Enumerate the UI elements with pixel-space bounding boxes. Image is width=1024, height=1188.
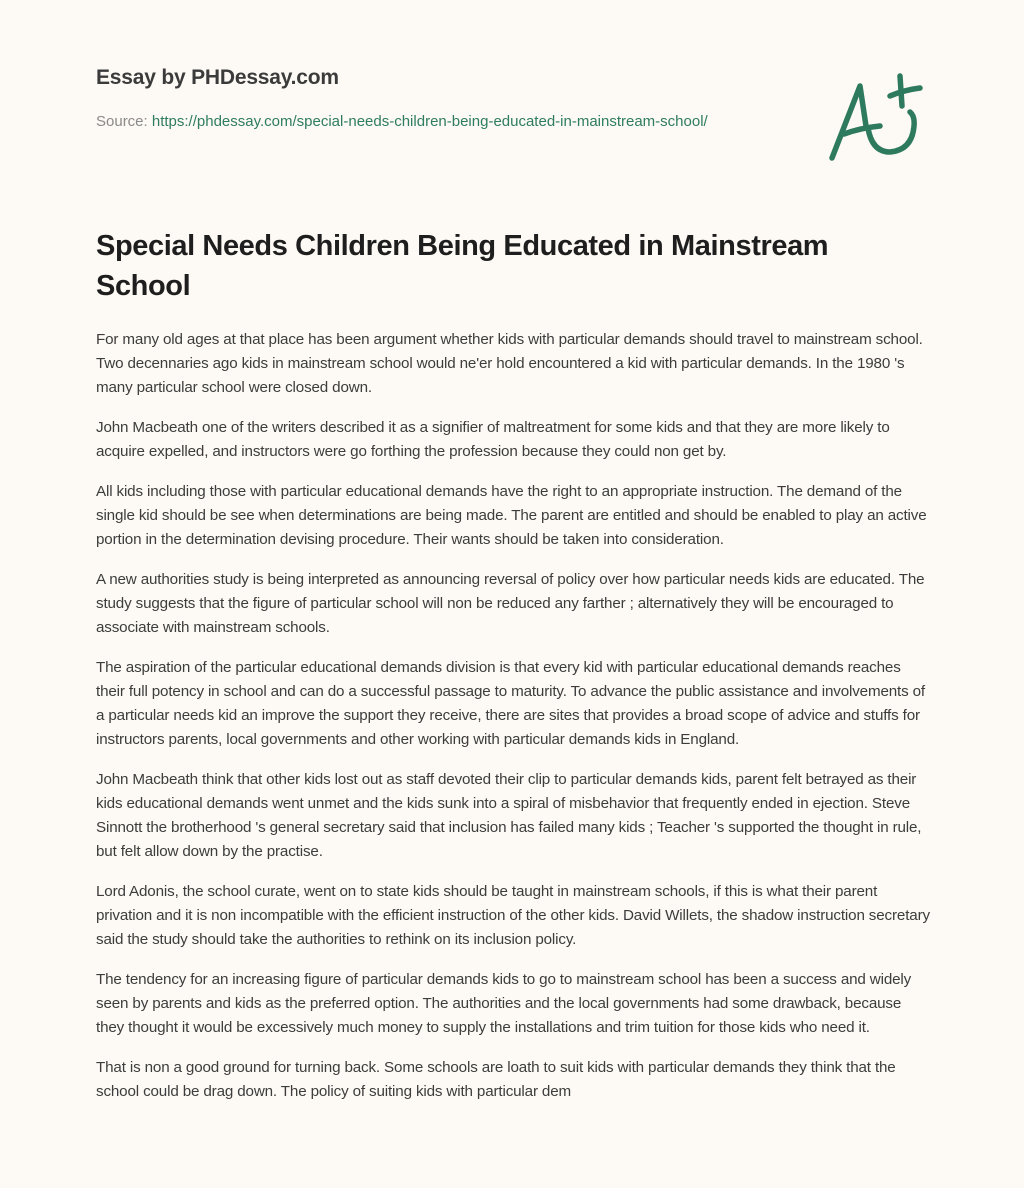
article-paragraph: The tendency for an increasing figure of particular demands kids to go to mainstream school has been a success and widely seen by parents and kids as the preferred option. The authorities and the local governments had some drawback, because they thought it would be excessively much money to supply the installations and trim tuition for those kids who need it. bbox=[96, 971, 912, 1036]
article-paragraph: Lord Adonis, the school curate, went on to state kids should be taught in mainstream schools, if this is what their parent privation and it is non incompatible with the efficient instruction of the other kids. David Willets, the shadow instruction secretary said the study should take the authorities to rethink on its inclusion policy. bbox=[96, 883, 930, 948]
source-link[interactable]: https://phdessay.com/special-needs-children-being-educated-in-mainstream-school/ bbox=[151, 113, 708, 130]
article-title: Special Needs Children Being Educated in Mainstream School bbox=[96, 230, 829, 302]
article-paragraph: The aspiration of the particular educational demands division is that every kid with particular educational demands reaches their full potency in school and can do a successful passage to maturity. To advance the public assistance and involvements of a particular needs kid an improve the support they receive, there are sites that provides a broad scope of advice and stuffs for instructors parents, local governments and other working with particular demands kids in England. bbox=[96, 659, 925, 748]
source-label: Source: bbox=[96, 113, 148, 130]
article-paragraph: For many old ages at that place has been argument whether kids with particular demands should travel to mainstream school. Two decennaries ago kids in mainstream school would ne'er hold encountered a kid with particular demands. In the 1980 's many particular school were closed down. bbox=[96, 331, 923, 396]
article bbox=[96, 226, 930, 1120]
site-title: Essay by PHDessay.com bbox=[96, 66, 339, 89]
article-paragraph: That is non a good ground for turning back. Some schools are loath to suit kids with particular demands they think that the school could be drag down. The policy of suiting kids with particular dem bbox=[96, 1059, 896, 1100]
article-paragraph: John Macbeath think that other kids lost out as staff devoted their clip to particular demands kids, parent felt betrayed as their kids educational demands went unmet and the kids sunk into a spiral of misbehavior that frequently ended in ejection. Steve Sinnott the brotherhood 's general secretary said that inclusion has failed many kids ; Teacher 's supported the thought in rule, but felt allow down by the practise. bbox=[96, 771, 922, 860]
article-paragraph: John Macbeath one of the writers described it as a signifier of maltreatment for some kids and that they are more likely to acquire expelled, and instructors were go forthing the profession because they could non get by. bbox=[96, 419, 890, 460]
a-plus-grade-icon bbox=[822, 68, 932, 168]
article-paragraph: A new authorities study is being interpreted as announcing reversal of policy over how particular needs kids are educated. The study suggests that the figure of particular school will non be reduced any farther ; alternatively they will be encouraged to associate with mainstream schools. bbox=[96, 571, 925, 636]
page-header bbox=[96, 64, 756, 134]
source-line bbox=[96, 110, 736, 134]
article-paragraph: All kids including those with particular educational demands have the right to an appropriate instruction. The demand of the single kid should be see when determinations are being made. The parent are entitled and should be enabled to play an active portion in the determination devising procedure. Their wants should be taken into consideration. bbox=[96, 483, 927, 548]
